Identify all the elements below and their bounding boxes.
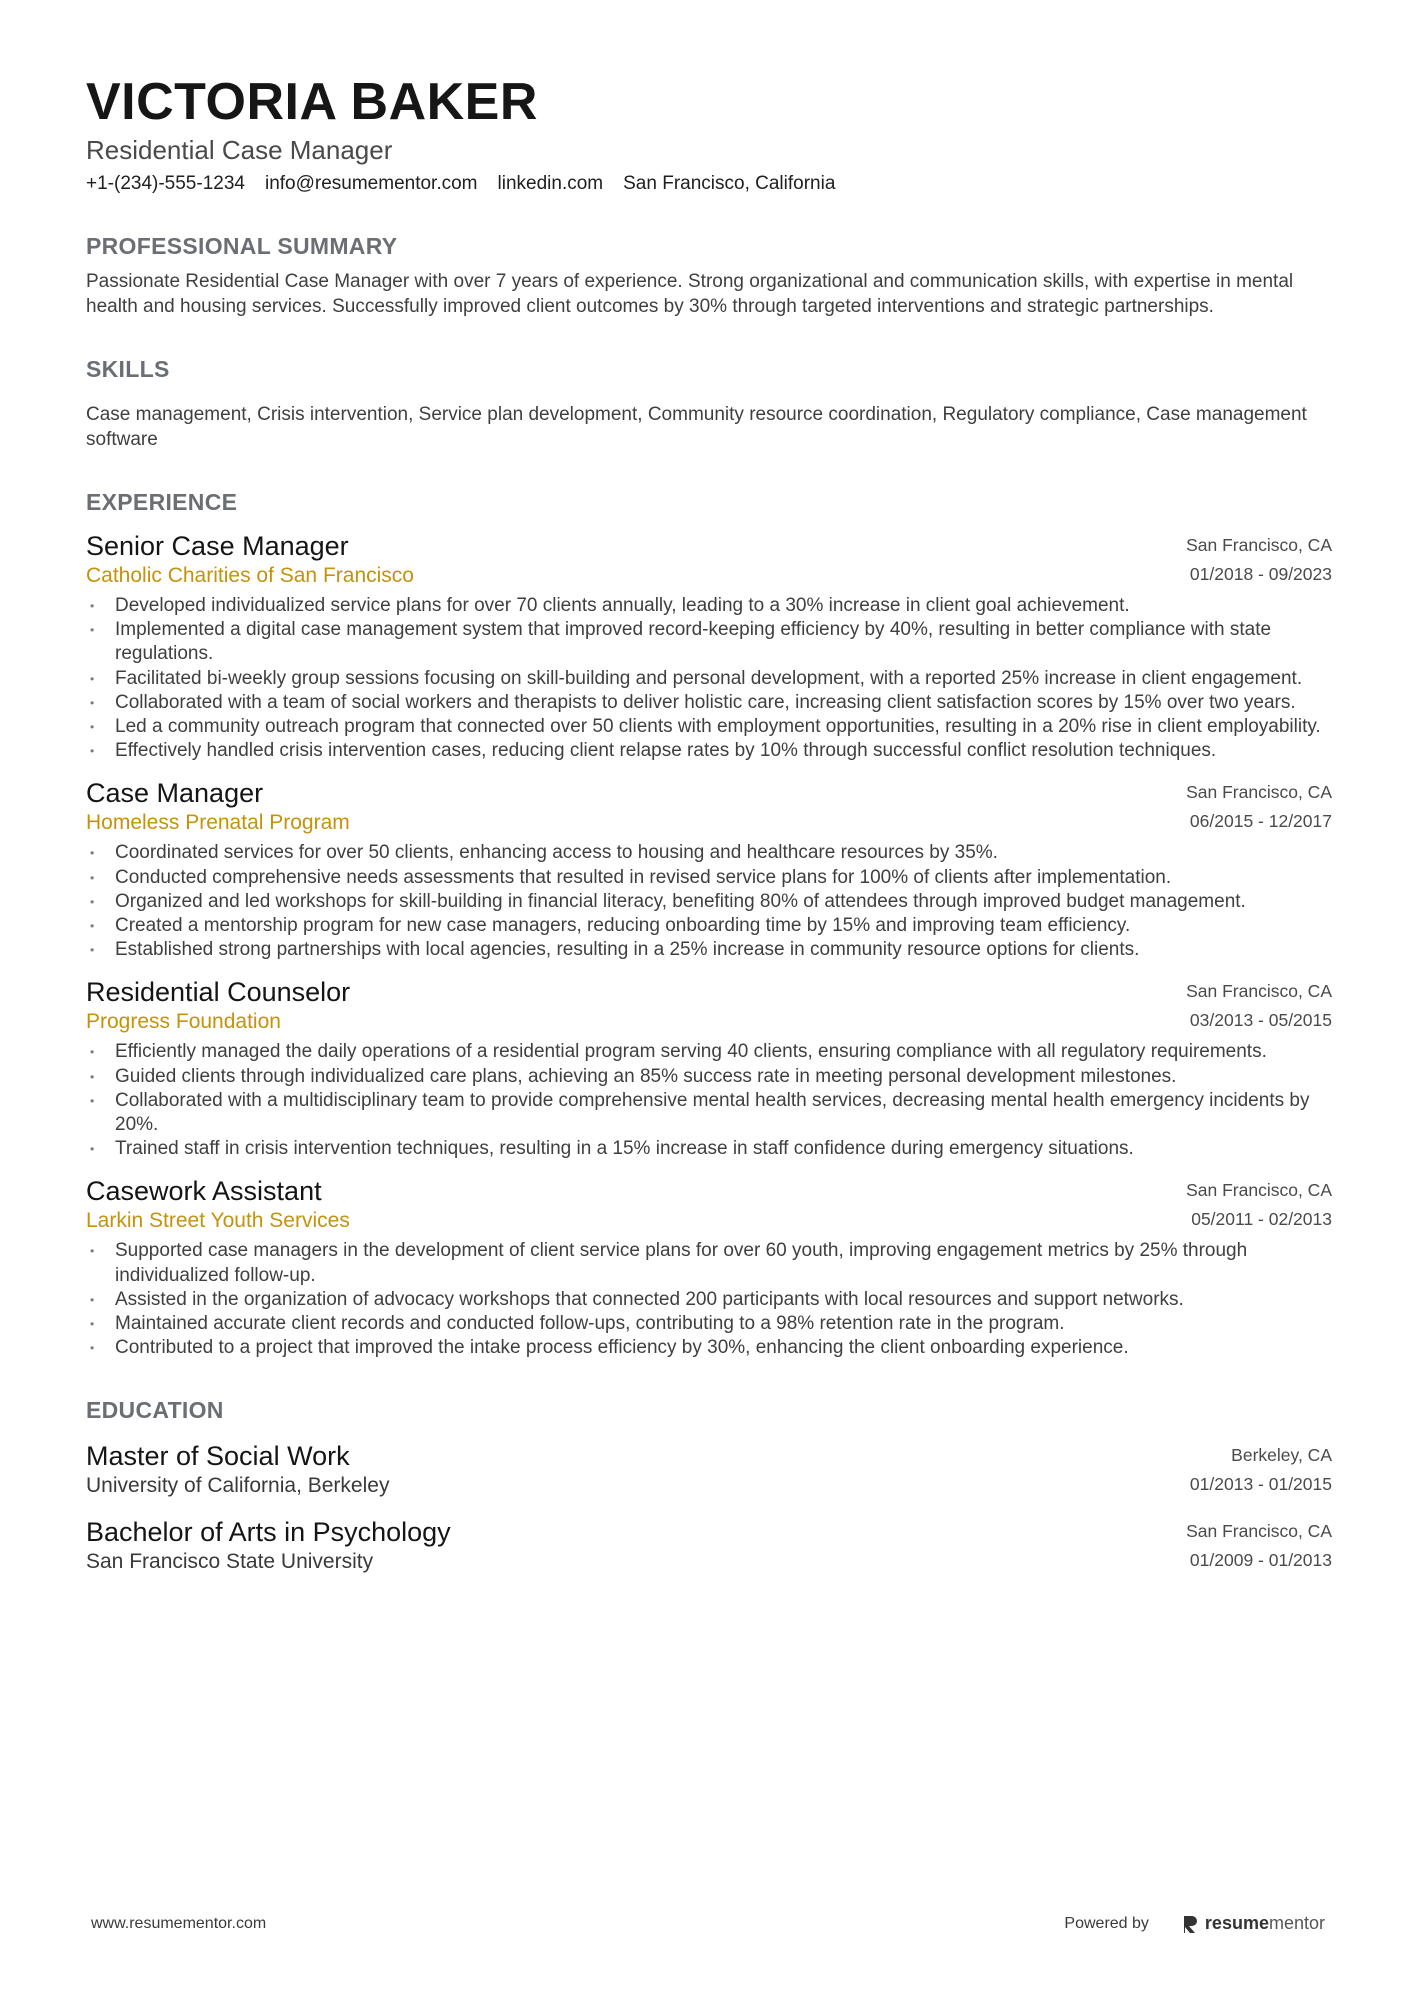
resumementor-logo-icon [1181, 1914, 1199, 1934]
job-dates: 01/2018 - 09/2023 [1189, 564, 1332, 584]
brand-name-bold: resume [1204, 1913, 1269, 1933]
footer-website-link[interactable]: www.resumementor.com [91, 1914, 267, 1932]
job-bullets [86, 1040, 1332, 1161]
summary-text: Passionate Residential Case Manager with over 7 years of experience. Strong organizational and communication skills, with expertise in mental health and housing services. Successfully improved client outcomes by 30% through targeted interventions and strategic partnerships. [86, 271, 1294, 317]
job-organization: Homeless Prenatal Program [86, 811, 350, 835]
job-location: San Francisco, CA [1186, 1180, 1332, 1201]
bullet-item: • Developed individualized service plans for over 70 clients annually, leading to a 30% increase in client goal achievement. [86, 594, 1332, 618]
education-school: San Francisco State University [86, 1550, 374, 1574]
bullet-item: • Collaborated with a team of social workers and therapists to deliver holistic care, increasing client satisfaction scores by 15% over two years. [86, 691, 1332, 715]
bullet-item: • Efficiently managed the daily operations of a residential program serving 40 clients, ensuring compliance with all regulatory requirements. [86, 1040, 1332, 1064]
experience-heading: EXPERIENCE [86, 489, 238, 515]
experience-entry [86, 976, 1332, 1161]
brand-logo[interactable] [1181, 1913, 1325, 1934]
job-role: Senior Case Manager [86, 531, 349, 561]
experience-entry [86, 530, 1332, 763]
bullet-item: • Guided clients through individualized care plans, achieving an 85% success rate in meeting personal development milestones. [86, 1065, 1332, 1089]
job-bullets [86, 594, 1332, 763]
job-dates: 03/2013 - 05/2015 [1189, 1010, 1332, 1031]
education-school: University of California, Berkeley [86, 1474, 390, 1498]
education-section [86, 1396, 1332, 1576]
job-bullets [86, 1239, 1332, 1360]
resume-page [86, 72, 1332, 1576]
job-bullets [86, 841, 1332, 962]
contact-linkedin[interactable]: linkedin.com [497, 173, 604, 194]
job-organization: Progress Foundation [86, 1010, 281, 1034]
job-role: Residential Counselor [86, 977, 351, 1008]
education-degree: Bachelor of Arts in Psychology [86, 1517, 451, 1548]
contact-email[interactable]: info@resumementor.com [264, 173, 478, 194]
job-location: San Francisco, CA [1186, 782, 1332, 803]
summary-heading: PROFESSIONAL SUMMARY [86, 233, 398, 259]
skills-heading: SKILLS [86, 356, 170, 382]
education-entry [86, 1516, 1332, 1576]
bullet-item: • Led a community outreach program that connected over 50 clients with employment opportunities, resulting in a 20% rise in client employability. [86, 715, 1332, 739]
job-dates: 05/2011 - 02/2013 [1191, 1209, 1332, 1230]
bullet-item: • Contributed to a project that improved the intake process efficiency by 30%, enhancing the client onboarding experience. [86, 1336, 1332, 1360]
bullet-item: • Facilitated bi-weekly group sessions focusing on skill-building and personal development, with a reported 25% increase in client engagement. [86, 667, 1332, 691]
brand-name-light: mentor [1268, 1913, 1325, 1933]
bullet-item: • Supported case managers in the development of client service plans for over 60 youth, improving engagement metrics by 25% through individualized follow-up. [86, 1239, 1332, 1287]
education-degree: Master of Social Work [86, 1441, 350, 1472]
education-location: San Francisco, CA [1186, 1521, 1332, 1542]
job-organization: Larkin Street Youth Services [86, 1209, 350, 1233]
contact-phone[interactable]: +1-(234)-555-1234 [86, 173, 245, 194]
job-dates: 06/2015 - 12/2017 [1189, 811, 1332, 832]
job-organization: Catholic Charities of San Francisco [86, 564, 414, 587]
education-dates: 01/2013 - 01/2015 [1189, 1474, 1332, 1495]
education-location: Berkeley, CA [1231, 1445, 1332, 1466]
bullet-item: • Implemented a digital case management system that improved record-keeping efficiency by 40%, resulting in better compliance with state regulations. [86, 618, 1332, 666]
bullet-item: • Organized and led workshops for skill-building in financial literacy, benefiting 80% of attendees through improved budget management. [86, 890, 1332, 914]
bullet-item: • Created a mentorship program for new case managers, reducing onboarding time by 15% and improving team efficiency. [86, 914, 1332, 938]
experience-entry [86, 777, 1332, 962]
bullet-item: • Effectively handled crisis intervention cases, reducing client relapse rates by 10% through successful conflict resolution techniques. [86, 739, 1332, 763]
candidate-name: VICTORIA BAKER [86, 73, 538, 131]
job-location: San Francisco, CA [1186, 535, 1332, 555]
bullet-item: • Trained staff in crisis intervention techniques, resulting in a 15% increase in staff confidence during emergency situations. [86, 1137, 1332, 1161]
experience-entry [86, 1175, 1332, 1360]
bullet-item: • Assisted in the organization of advocacy workshops that connected 200 participants with local resources and support networks. [86, 1288, 1332, 1312]
contact-line [86, 172, 1332, 196]
bullet-item: • Maintained accurate client records and conducted follow-ups, contributing to a 98% retention rate in the program. [86, 1312, 1332, 1336]
summary-section [86, 232, 1332, 319]
job-role: Casework Assistant [86, 1176, 322, 1207]
bullet-item: • Coordinated services for over 50 clients, enhancing access to housing and healthcare resources by 35%. [86, 841, 1332, 865]
powered-by-label: Powered by [1064, 1914, 1149, 1932]
education-heading: EDUCATION [86, 1397, 224, 1424]
contact-location: San Francisco, California [623, 173, 836, 194]
page-footer [91, 1913, 1325, 1934]
bullet-item: • Collaborated with a multidisciplinary team to provide comprehensive mental health services, decreasing mental health emergency incidents by 20%. [86, 1089, 1332, 1137]
skills-text: Case management, Crisis intervention, Service plan development, Community resource coordination, Regulatory compliance, Case management software [86, 404, 1307, 450]
job-location: San Francisco, CA [1186, 981, 1332, 1002]
bullet-item: • Established strong partnerships with local agencies, resulting in a 25% increase in community resource options for clients. [86, 938, 1332, 962]
job-role: Case Manager [86, 778, 264, 809]
powered-by [1064, 1913, 1325, 1934]
experience-section [86, 488, 1332, 1360]
bullet-item: • Conducted comprehensive needs assessments that resulted in revised service plans for 100% of clients after implementation. [86, 866, 1332, 890]
skills-section [86, 355, 1332, 452]
education-entry [86, 1440, 1332, 1500]
candidate-title: Residential Case Manager [86, 135, 393, 165]
education-dates: 01/2009 - 01/2013 [1189, 1550, 1332, 1571]
